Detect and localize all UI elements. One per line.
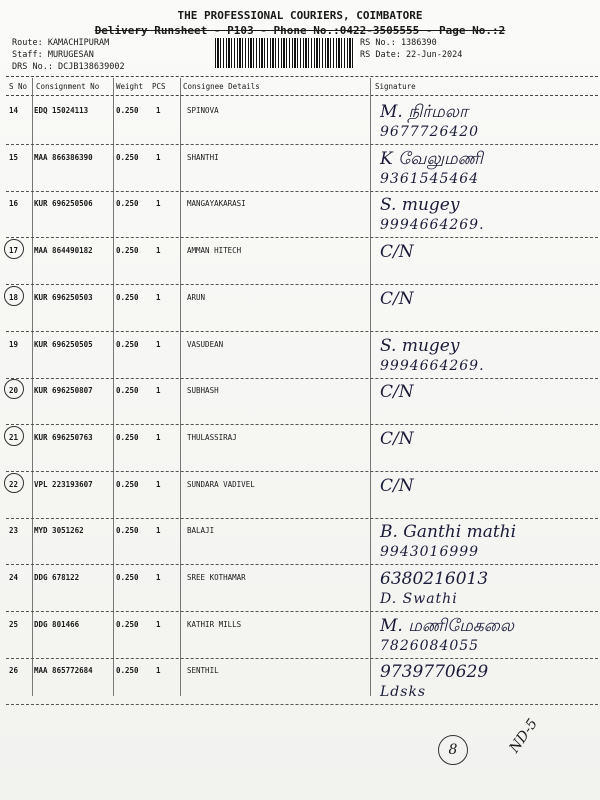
pcs-value: 1 [156,573,161,582]
serial-number: 20 [9,386,19,396]
handwritten-signature: M. நிர்மலா [380,102,468,122]
pcs-value: 1 [156,339,161,349]
handwritten-signature: M. மணிமேகலை [380,615,514,636]
handwritten-phone: 9994664269. [380,357,485,374]
runsheet-subtitle: Delivery Runsheet - P103 - Phone No.:0422-3505555 - Page No.:2 [94,24,506,37]
consignment-number: VPL 223193607 [34,479,93,489]
barcode [215,38,355,68]
rs-number: RS No.: 1386390 [360,38,437,48]
table-row [0,285,600,332]
handwritten-signature: C/N [380,242,414,263]
consignment-number: DDG 678122 [34,573,80,582]
weight-value: 0.250 [116,526,139,536]
consignment-number: KUR 696250505 [34,339,93,349]
serial-number: 19 [9,339,19,349]
consignee-name: SHANTHI [187,152,219,162]
weight-value: 0.250 [116,339,139,349]
serial-number: 22 [9,479,19,489]
handwritten-signature: C/N [380,382,414,403]
table-row [0,425,600,472]
weight-value: 0.250 [116,199,139,209]
handwritten-signature: C/N [380,288,414,309]
pcs-value: 1 [156,666,161,676]
header-top-line [6,76,598,77]
pcs-value: 1 [156,526,161,536]
weight-value: 0.250 [116,152,139,162]
table-row [0,518,600,565]
serial-number: 26 [9,666,19,676]
handwritten-phone: 9361545464 [380,170,480,187]
table-row [0,238,600,285]
consignee-name: SUNDARA VADIVEL [187,479,255,489]
consignment-number: KUR 696250807 [34,386,93,396]
pcs-value: 1 [156,246,161,256]
serial-number: 17 [9,246,19,256]
handwritten-signature: S. mugey [380,335,460,356]
serial-number: 15 [9,152,19,162]
corner-handwritten-mark: ND-5 [506,716,541,756]
consignee-name: SUBHASH [187,386,219,396]
consignee-name: MANGAYAKARASI [187,199,246,209]
handwritten-phone: 7826084055 [380,637,480,654]
weight-value: 0.250 [116,479,139,489]
consignment-number: KUR 696250506 [34,199,93,209]
consignment-number: MYD 3051262 [34,526,84,536]
col-header-pcs: PCS [152,82,166,91]
consignee-name: KATHIR MILLS [187,619,242,629]
route-text: Route: KAMACHIPURAM [12,38,110,48]
consignment-number: MAA 864490182 [34,246,93,256]
header-bottom-line [6,95,598,96]
handwritten-signature: K வேலுமணி [380,148,483,169]
handwritten-signature: C/N [380,475,414,496]
weight-value: 0.250 [116,246,139,256]
handwritten-phone: D. Swathi [380,591,458,607]
handwritten-phone: 9677726420 [380,124,480,140]
consignee-name: SREE KOTHAMAR [187,573,246,582]
handwritten-signature: 6380216013 [380,569,489,589]
consignee-name: VASUDEAN [187,339,224,349]
rs-block [360,37,462,61]
company-title: THE PROFESSIONAL COURIERS, COIMBATORE [177,9,423,22]
serial-number: 21 [9,432,19,442]
handwritten-signature: S. mugey [380,195,460,216]
consignment-number: KUR 696250503 [34,292,93,302]
drs-number: DRS No.: DCJB138639002 [12,62,125,72]
table-row [0,332,600,379]
table-row [0,145,600,192]
table-row [0,98,600,145]
table-row [0,658,600,705]
serial-number: 16 [9,199,19,209]
col-header-consignment: Consignment No [36,82,100,91]
weight-value: 0.250 [116,432,139,442]
consignee-name: SPINOVA [187,106,219,115]
table-row [0,472,600,519]
pcs-value: 1 [156,199,161,209]
pcs-value: 1 [156,619,161,629]
consignment-number: EDQ 15024113 [34,106,89,115]
consignment-number: MAA 866386390 [34,152,93,162]
handwritten-phone: 9943016999 [380,544,480,561]
col-header-details: Consignee Details [183,82,260,91]
table-row [0,565,600,612]
route-staff-block [12,37,125,73]
serial-number: 14 [9,106,19,115]
handwritten-signature: B. Ganthi mathi [380,522,517,543]
weight-value: 0.250 [116,619,139,629]
col-header-weight: Weight [116,82,144,91]
serial-number: 24 [9,573,19,582]
consignment-number: DDG 801466 [34,619,80,629]
serial-number: 25 [9,619,19,629]
consignee-name: THULASSIRAJ [187,432,237,442]
weight-value: 0.250 [116,666,139,676]
pcs-value: 1 [156,106,161,115]
weight-value: 0.250 [116,386,139,396]
table-row [0,191,600,238]
consignee-name: SENTHIL [187,666,219,676]
handwritten-phone: 9994664269. [380,217,485,234]
consignment-number: KUR 696250763 [34,432,93,442]
pcs-value: 1 [156,386,161,396]
serial-number: 18 [9,292,19,302]
rs-date: RS Date: 22-Jun-2024 [360,50,463,60]
staff-text: Staff: MURUGESAN [12,50,94,60]
pcs-value: 1 [156,152,161,162]
weight-value: 0.250 [116,292,139,302]
col-header-signature: Signature [375,82,416,91]
pcs-value: 1 [156,479,161,489]
consignment-number: MAA 865772684 [34,666,93,676]
handwritten-signature: C/N [380,428,414,449]
consignee-name: BALAJI [187,526,215,536]
pcs-value: 1 [156,432,161,442]
consignee-name: AMMAN HITECH [187,246,242,256]
handwritten-phone: Ldsks [380,684,427,701]
table-row [0,378,600,425]
serial-number: 23 [9,526,19,536]
weight-value: 0.250 [116,573,139,582]
weight-value: 0.250 [116,106,139,115]
consignee-name: ARUN [187,292,206,302]
pcs-value: 1 [156,292,161,302]
row-divider [6,704,598,705]
col-header-sno: S No [9,82,28,91]
circled-stamp-number: 8 [438,735,468,765]
handwritten-signature: 9739770629 [380,662,489,683]
table-row [0,612,600,659]
